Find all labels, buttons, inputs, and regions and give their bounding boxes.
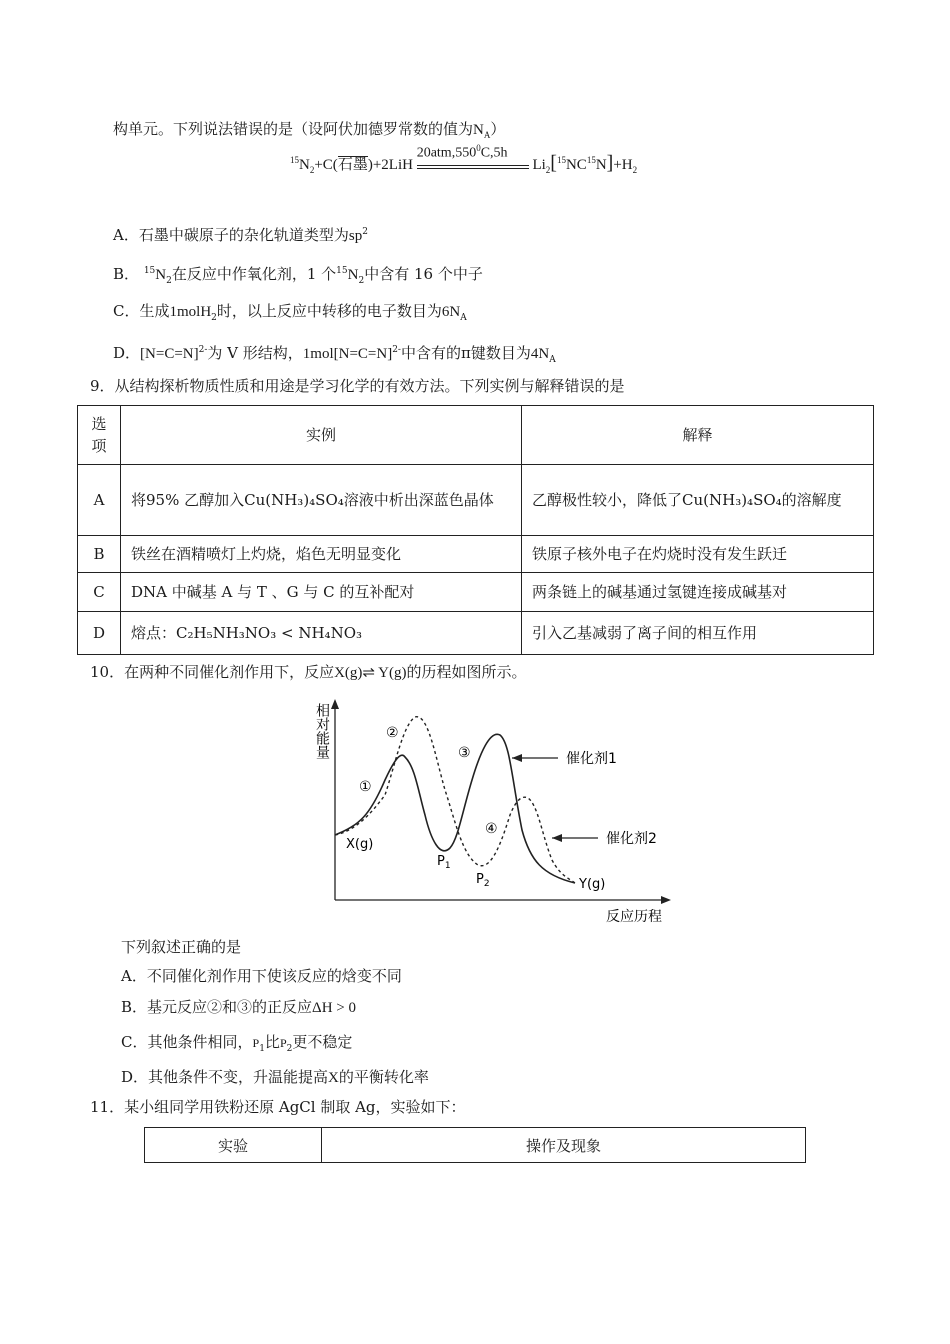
x-axis-arrow: [661, 896, 671, 904]
row-explanation: 两条链上的碱基通过氢键连接成碱基对: [522, 573, 874, 612]
q8-equation: $^{15}N_2+C$(石墨)+2LiH 20atm,550$^0$C,5h $Li_2[^{15}NC^{15}N]+H_2$: [290, 143, 638, 175]
row-option: C: [78, 573, 121, 612]
table-row: [78, 536, 874, 573]
q11-table: [144, 1127, 806, 1163]
header-explanation: 解释: [522, 406, 874, 465]
x-axis-label: 反应历程: [606, 909, 662, 925]
step-2-label: ②: [386, 725, 399, 741]
q8-option-b: B． $^{15}N_2$在反应中作氧化剂，1 个$^{15}N_2$中含有 16 个中子: [113, 265, 483, 286]
q8-option-a: A．石墨中碳原子的杂化轨道类型为$sp^2$: [113, 226, 368, 244]
header-example: 实例: [121, 406, 522, 465]
header-option: 选 项: [78, 406, 121, 465]
q8-option-c: C．生成1molH$_2$时，以上反应中转移的电子数目为$6N_A$: [113, 302, 467, 323]
q8-option-d: D．[N=C=N]$^{2-}$为 V 形结构，1mol[N=C=N]$^{2-}$中含有的π键数目为$4N_A$: [113, 344, 556, 365]
catalyst2-pointer-arrow: [552, 834, 562, 842]
row-option: A: [78, 465, 121, 536]
catalyst1-curve: [335, 734, 575, 883]
header-operation: 操作及现象: [322, 1128, 806, 1163]
reaction-arrow: 20atm,550$^0$C,5h: [417, 155, 529, 175]
row-explanation: 铁原子核外电子在灼烧时没有发生跃迁: [522, 536, 874, 573]
row-explanation: 引入乙基减弱了离子间的相互作用: [522, 612, 874, 655]
table-header-row: [145, 1128, 806, 1163]
catalyst2-curve: [335, 717, 575, 883]
catalyst2-label: 催化剂2: [606, 831, 657, 847]
q8-intro: 构单元。下列说法错误的是（设阿伏加德罗常数的值为$N_A$）: [113, 120, 506, 140]
table-header-row: [78, 406, 874, 465]
q10-option-c: C．其他条件相同，$P_1$比$P_2$更不稳定: [121, 1033, 353, 1054]
step-4-label: ④: [485, 821, 498, 837]
p2-label: $P_2$: [476, 872, 490, 889]
row-example: 铁丝在酒精喷灯上灼烧，焰色无明显变化: [121, 536, 522, 573]
end-label: Y(g): [579, 877, 606, 892]
y-axis-label: 相对能量: [314, 703, 330, 759]
q10-option-b: B．基元反应②和③的正反应ΔH > 0: [121, 998, 356, 1016]
q10-question: 下列叙述正确的是: [121, 938, 242, 956]
start-label: X(g): [346, 837, 374, 852]
q9-stem: 9．从结构探析物质性质和用途是学习化学的有效方法。下列实例与解释错误的是: [90, 377, 625, 395]
y-axis-arrow: [331, 699, 339, 709]
p1-label: $P_1$: [437, 854, 451, 871]
row-explanation: 乙醇极性较小，降低了Cu(NH₃)₄SO₄的溶解度: [522, 465, 874, 536]
step-3-label: ③: [458, 745, 471, 761]
q9-table: [77, 405, 874, 655]
row-option: D: [78, 612, 121, 655]
header-experiment: 实验: [145, 1128, 322, 1163]
table-row: [78, 465, 874, 536]
row-example: DNA 中碱基 A 与 T 、G 与 C 的互补配对: [121, 573, 522, 612]
row-example: 将95% 乙醇加入Cu(NH₃)₄SO₄溶液中析出深蓝色晶体: [121, 465, 522, 536]
table-row: [78, 573, 874, 612]
q10-stem: 10．在两种不同催化剂作用下，反应X(g)⇌ Y(g)的历程如图所示。: [90, 663, 527, 681]
row-example: 熔点：C₂H₅NH₃NO₃ < NH₄NO₃: [121, 612, 522, 655]
catalyst1-pointer-arrow: [512, 754, 522, 762]
step-1-label: ①: [359, 779, 372, 795]
table-row: [78, 612, 874, 655]
row-option: B: [78, 536, 121, 573]
energy-profile-chart: [300, 695, 690, 930]
q11-stem: 11．某小组同学用铁粉还原 AgCl 制取 Ag，实验如下：: [90, 1098, 466, 1116]
q10-option-d: D．其他条件不变，升温能提高X的平衡转化率: [121, 1068, 429, 1086]
q10-option-a: A．不同催化剂作用下使该反应的焓变不同: [121, 967, 402, 985]
catalyst1-label: 催化剂1: [566, 751, 617, 767]
